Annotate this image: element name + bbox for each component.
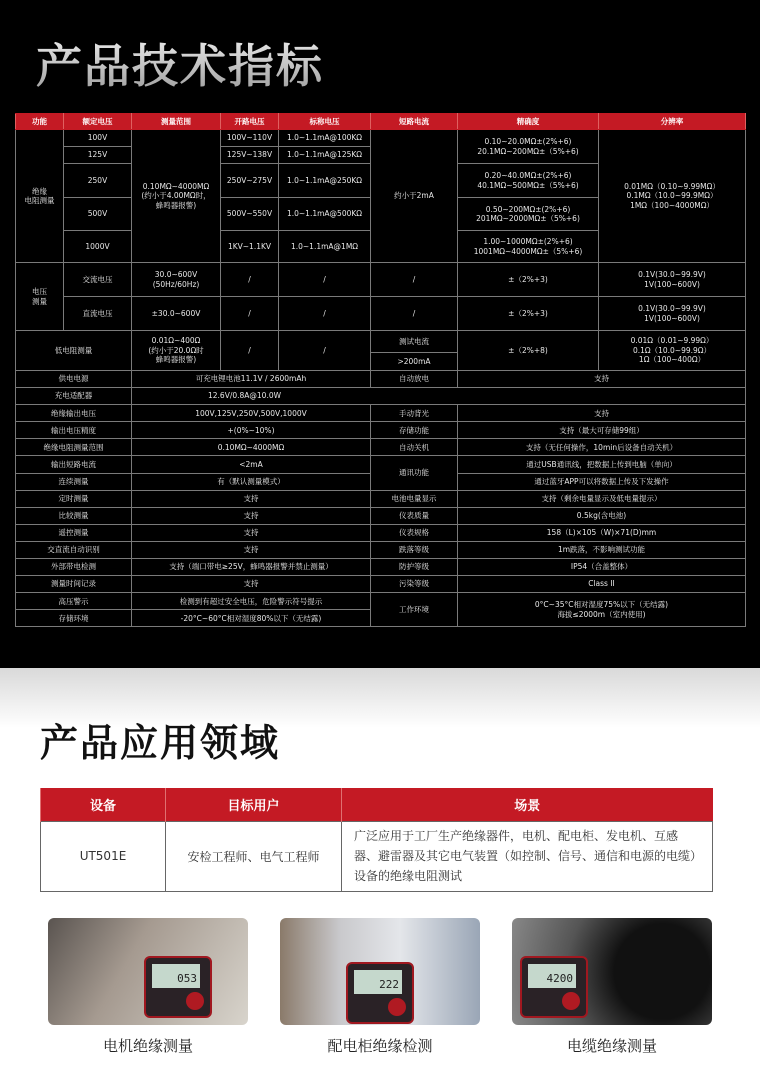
cell: 绝缘输出电压 [16,405,132,422]
cell: -20°C~60°C相对湿度80%以下（无结露) [132,610,371,627]
cell: 自动关机 [371,439,458,456]
lcd-readout: 4200 [528,964,576,988]
cell: / [279,263,371,297]
cell: / [279,331,371,371]
lcd-readout: 222 [354,970,402,994]
cell: 通讯功能 [371,456,458,490]
cell: 100V~110V [221,130,279,147]
app-table [40,788,713,892]
cell: 连续测量 [16,473,132,490]
photo-caption: 电缆绝缘测量 [566,1037,657,1055]
cell: 1.0~1.1mA@500KΩ [279,198,371,231]
cell: 自动放电 [371,371,458,388]
table-row [16,130,746,147]
table-row [16,422,746,439]
cell: 100V [64,130,132,147]
cell: / [221,331,279,371]
cell: 0.1V(30.0~99.9V) 1V(100~600V) [599,263,746,297]
func-cell: 低电阻测量 [16,331,132,371]
cell: Class II [458,576,746,593]
header-cell: 分辨率 [599,114,746,130]
cell: 1.0~1.1mA@1MΩ [279,231,371,263]
cell: 通过蓝牙APP可以将数据上传及下发操作 [458,473,746,490]
cell: 500V [64,198,132,231]
table-row [16,331,746,353]
cell: 支持 [132,490,371,507]
cell: 充电适配器 [16,388,132,405]
cell: 0.10MΩ~4000MΩ (约小于4.00MΩ时， 蜂鸣器报警) [132,130,221,263]
cell: 外部带电检测 [16,559,132,576]
meter-image [144,956,212,1018]
cell: ±30.0~600V [132,297,221,331]
cell: 1.00~1000MΩ±(2%+6) 1001MΩ~4000MΩ±（5%+6) [458,231,599,263]
cell: 1KV~1.1KV [221,231,279,263]
cell: 30.0~600V (50Hz/60Hz) [132,263,221,297]
cell: 工作环境 [371,593,458,627]
lcd-readout: 053 [152,964,200,988]
cell: 支持 [132,524,371,541]
header-cell: 短路电流 [371,114,458,130]
cell: 0.10MΩ~4000MΩ [132,439,371,456]
device-cell: UT501E [41,821,166,891]
cell: <2mA [132,456,371,473]
cell: 跌落等级 [371,541,458,558]
cell: 高压警示 [16,593,132,610]
spec-header-row [16,114,746,130]
cell: 支持（无任何操作，10min后设备自动关机） [458,439,746,456]
cell: 防护等级 [371,559,458,576]
cell: 0.01Ω~400Ω (约小于20.0Ω时 蜂鸣器报警) [132,331,221,371]
cell: 500V~550V [221,198,279,231]
cell: 0.20~40.0MΩ±(2%+6) 40.1MΩ~500MΩ±（5%+6) [458,164,599,198]
cell: 检测到有超过安全电压，危险警示符号提示 [132,593,371,610]
table-row [16,371,746,388]
cell: 0.5kg(含电池) [458,507,746,524]
cell: 0.1V(30.0~99.9V) 1V(100~600V) [599,297,746,331]
cell: / [371,297,458,331]
cell: >200mA [371,353,458,371]
func-cell: 绝缘 电阻测量 [16,130,64,263]
cell: 1.0~1.1mA@125KΩ [279,147,371,164]
cell: / [221,263,279,297]
cell: / [221,297,279,331]
cell: +(0%~10%) [132,422,371,439]
cell: / [371,263,458,297]
cell: 手动背光 [371,405,458,422]
knob-icon [388,998,406,1016]
cell: 1m跌落，不影响测试功能 [458,541,746,558]
func-cell: 电压 测量 [16,263,64,331]
header-cell: 功能 [16,114,64,130]
table-row [16,263,746,297]
table-row [16,541,746,558]
cell: 交流电压 [64,263,132,297]
cell: 比较测量 [16,507,132,524]
cell: 可充电锂电池11.1V / 2600mAh [132,371,371,388]
knob-icon [562,992,580,1010]
cell: / [279,297,371,331]
cell: 125V~138V [221,147,279,164]
spec-title: 产品技术指标 [36,30,324,96]
cell: 支持 [458,371,746,388]
cell: 支持 [132,576,371,593]
table-row [16,576,746,593]
cell: 100V,125V,250V,500V,1000V [132,405,371,422]
table-row [16,439,746,456]
spec-table [15,113,746,627]
table-row [16,405,746,422]
cell: 250V~275V [221,164,279,198]
table-row [16,524,746,541]
cell: 交直流自动识别 [16,541,132,558]
table-row [16,297,746,331]
cell: 定时测量 [16,490,132,507]
cell: 通过USB通讯线，把数据上传到电脑（单向） [458,456,746,473]
photo-caption: 电机绝缘测量 [102,1037,193,1055]
photo-cabinet [280,918,480,1025]
cell: 供电电源 [16,371,132,388]
table-row [16,507,746,524]
cell: 有（默认测量模式） [132,473,371,490]
users-cell: 安检工程师、电气工程师 [166,821,342,891]
table-row [16,593,746,610]
cell: ±（2%+3) [458,297,599,331]
cell: 支持（剩余电量显示及低电量提示） [458,490,746,507]
meter-image [346,962,414,1024]
table-row [16,388,746,405]
cell: 1.0~1.1mA@250KΩ [279,164,371,198]
cell: 0°C~35°C相对湿度75%以下（无结露) 海拔≤2000m（室内使用) [458,593,746,627]
cell: 0.01MΩ（0.10~9.99MΩ） 0.1MΩ（10.0~99.9MΩ） 1MΩ（100~4000MΩ） [599,130,746,263]
photo-caption: 配电柜绝缘检测 [327,1037,433,1055]
meter-image [520,956,588,1018]
cell: ±（2%+8) [458,331,599,371]
cell: 输出短路电流 [16,456,132,473]
cell: 污染等级 [371,576,458,593]
cell: 存储功能 [371,422,458,439]
cell: 1000V [64,231,132,263]
photo-motor [48,918,248,1025]
header-cell: 精确度 [458,114,599,130]
cell: 电池电量显示 [371,490,458,507]
cell: 250V [64,164,132,198]
cell: 支持 [458,405,746,422]
cell: 存储环境 [16,610,132,627]
cell: 0.10~20.0MΩ±(2%+6) 20.1MΩ~200MΩ±（5%+6) [458,130,599,164]
cell: 12.6V/0.8A@10.0W [132,388,746,405]
cell: 125V [64,147,132,164]
header-cell: 目标用户 [166,788,342,821]
cell: 支持（端口带电≥25V，蜂鸣器报警并禁止测量） [132,559,371,576]
app-title: 产品应用领域 [40,721,281,765]
cell: 遥控测量 [16,524,132,541]
header-cell: 开路电压 [221,114,279,130]
header-cell: 标称电压 [279,114,371,130]
table-row [16,456,746,473]
cell: 158（L)×105（W)×71(D)mm [458,524,746,541]
cell: 仪表质量 [371,507,458,524]
photo-cable [512,918,712,1025]
knob-icon [186,992,204,1010]
cell: 0.01Ω（0.01~9.99Ω） 0.1Ω（10.0~99.9Ω） 1Ω（100~400Ω） [599,331,746,371]
cell: IP54（合盖整体） [458,559,746,576]
cell: 0.50~200MΩ±(2%+6) 201MΩ~2000MΩ±（5%+6) [458,198,599,231]
header-cell: 测量范围 [132,114,221,130]
cell: 1.0~1.1mA@100KΩ [279,130,371,147]
cell: 直流电压 [64,297,132,331]
table-row [41,821,713,891]
cell: ±（2%+3) [458,263,599,297]
cell: 约小于2mA [371,130,458,263]
cell: 支持 [132,541,371,558]
cell: 仪表规格 [371,524,458,541]
table-row [16,490,746,507]
header-cell: 设备 [41,788,166,821]
cell: 支持 [132,507,371,524]
header-cell: 场景 [342,788,713,821]
cell: 输出电压精度 [16,422,132,439]
header-cell: 额定电压 [64,114,132,130]
scene-cell: 广泛应用于工厂生产绝缘器件，电机、配电柜、发电机、互感器、避雷器及其它电气装置（如控制、信号、通信和电源的电缆）设备的绝缘电阻测试 [342,821,713,891]
cell: 支持（最大可存储99组） [458,422,746,439]
table-row [16,559,746,576]
cell: 测试电流 [371,331,458,353]
cell: 测量时间记录 [16,576,132,593]
cell: 绝缘电阻测量范围 [16,439,132,456]
